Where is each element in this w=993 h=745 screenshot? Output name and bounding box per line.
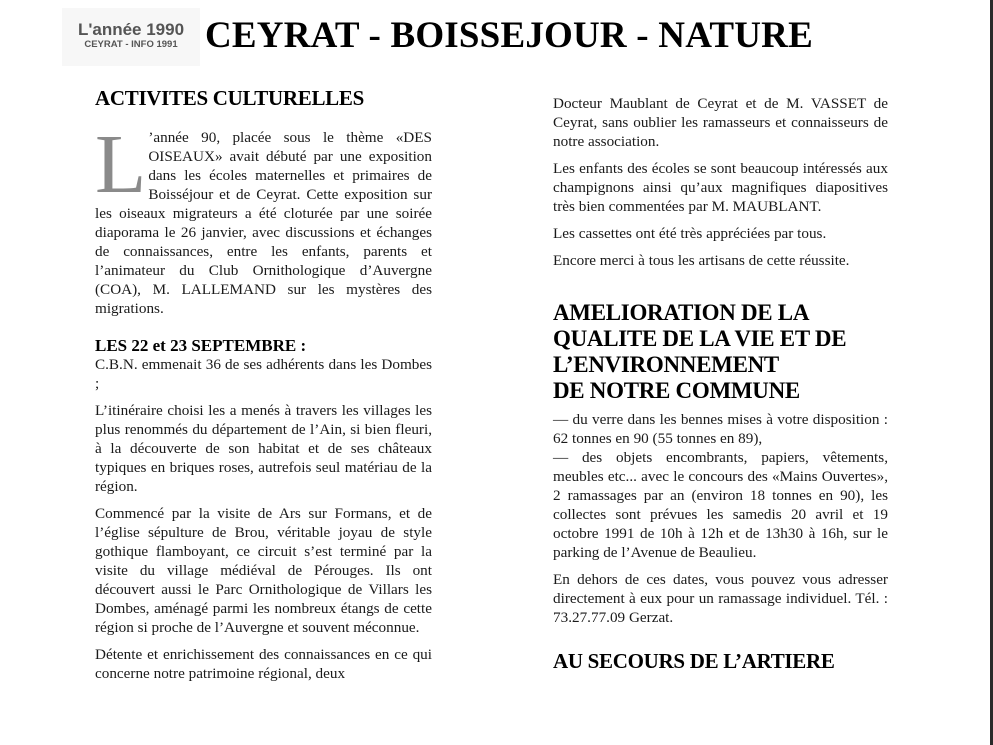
paragraph: L’itinéraire choisi les a menés à travers les villages les plus renommés du département de l’Ain, si bien fleuri, à la découverte de son habitat et de ses châteaux typiques en briques roses, autrefois seul matériau de la région. xyxy=(95,402,432,495)
subheading-septembre: LES 22 et 23 SEPTEMBRE : xyxy=(95,336,307,355)
list-item: — du verre dans les bennes mises à votre disposition : 62 tonnes en 90 (55 tonnes en 89), xyxy=(553,411,888,447)
intro-text: ’année 90, placée sous le thème «DES OISEAUX» avait débuté par une exposition dans les écoles maternelles et primaires de Boisséjour et de Ceyrat. Cette exposition sur les oiseaux migrateurs a été cloturée par une soirée diaporama le 26 janvier, avec discussions et échanges de connaissances, entre les enfants, parents et l’animateur du Club Ornithologique d’Auvergne (COA), M. LALLEMAND sur les mystères des migrations. xyxy=(95,129,432,317)
title-line: QUALITE DE LA VIE ET DE xyxy=(553,326,847,351)
intro-paragraph xyxy=(95,118,432,318)
year-box xyxy=(62,8,200,66)
paragraph: Les enfants des écoles se sont beaucoup intéressés aux champignons ainsi qu’aux magnifiques diapositives très bien commentées par M. MAUBLANT. xyxy=(553,160,888,215)
paragraph: Commencé par la visite de Ars sur Formans, et de l’église sépulture de Brou, véritable joyau de style gothique flamboyant, ce circuit s’est terminé par la visite du village médiéval de Pérouges. Ils ont découvert aussi le Parc Ornithologique de Villars les Dombes, aménagé parmi les nombreux étangs de cette région si proche de l’Auvergne et souvent méconnue. xyxy=(95,505,432,636)
paragraph: Détente et enrichissement des connaissances en ce qui concerne notre patrimoine régional, deux xyxy=(95,646,432,682)
list-item: — des objets encombrants, papiers, vêtements, meubles etc... avec le concours des «Mains Ouvertes», 2 ramassages par an (environ 18 tonnes en 90), les collectes sont prévues les samedis 20 avril et 19 octobre 1991 de 10h à 12h et de 13h30 à 16h, sur le parking de l’Avenue de Beaulieu. xyxy=(553,449,888,561)
paragraph: Docteur Maublant de Ceyrat et de M. VASSET de Ceyrat, sans oublier les ramasseurs et connaisseurs de notre association. xyxy=(553,95,888,150)
contact-paragraph: En dehors de ces dates, vous pouvez vous adresser directement à eux pour un ramassage individuel. Tél. : 73.27.77.09 Gerzat. xyxy=(553,571,888,626)
year-label: L'année 1990 xyxy=(77,20,185,39)
paragraph: Les cassettes ont été très appréciées par tous. xyxy=(553,225,827,242)
section-title-artiere: AU SECOURS DE L’ARTIERE xyxy=(553,649,835,673)
drop-cap: L xyxy=(95,118,147,211)
title-line: L’ENVIRONNEMENT xyxy=(553,352,779,377)
title-line: DE NOTRE COMMUNE xyxy=(553,378,800,403)
left-column xyxy=(95,86,432,691)
right-column xyxy=(553,94,888,673)
page-title: CEYRAT - BOISSEJOUR - NATURE xyxy=(205,15,813,56)
paragraph: C.B.N. emmenait 36 de ses adhérents dans les Dombes ; xyxy=(95,356,432,392)
title-line: AMELIORATION DE LA xyxy=(553,300,810,325)
source-label: CEYRAT - INFO 1991 xyxy=(84,39,178,50)
section-title-activites: ACTIVITES CULTURELLES xyxy=(95,86,364,110)
paragraph: Encore merci à tous les artisans de cette réussite. xyxy=(553,252,850,269)
section-title-amelioration xyxy=(553,300,888,404)
